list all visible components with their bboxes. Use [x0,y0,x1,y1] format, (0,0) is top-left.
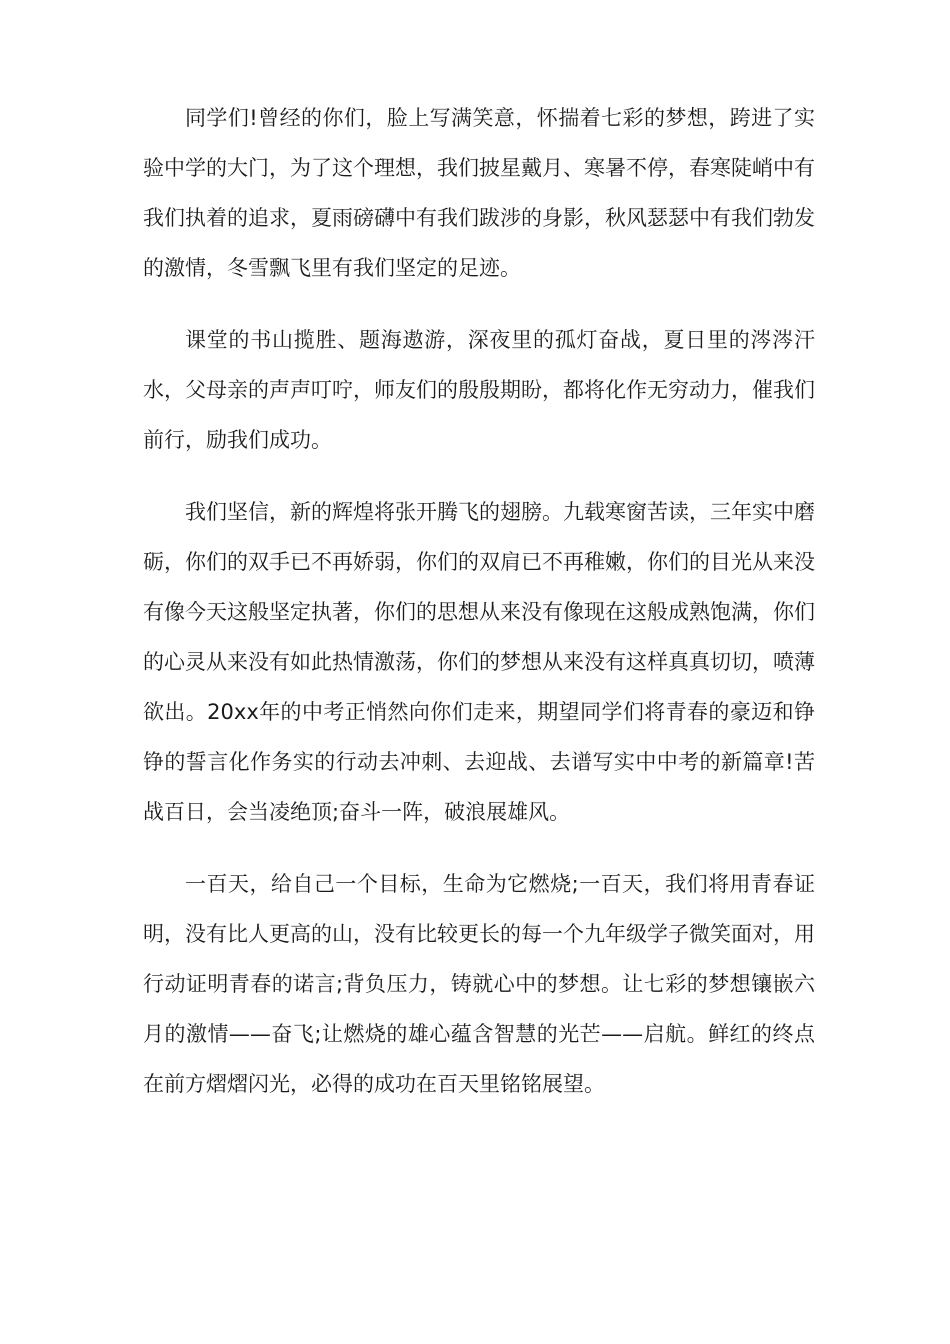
paragraph-2: 课堂的书山揽胜、题海遨游，深夜里的孤灯奋战，夏日里的涔涔汗水，父母亲的声声叮咛，师友们的殷殷期盼，都将化作无穷动力，催我们前行，励我们成功。 [143,328,815,452]
paragraph-3: 我们坚信，新的辉煌将张开腾飞的翅膀。九载寒窗苦读，三年实中磨砺，你们的双手已不再娇弱，你们的双肩已不再稚嫩，你们的目光从来没有像今天这般坚定执著，你们的思想从来没有像现在这般成熟饱满，你们的心灵从来没有如此热情激荡，你们的梦想从来没有这样真真切切，喷薄欲出。20xx年的中考正悄然向你们走来，期望同学们将青春的豪迈和铮铮的誓言化作务实的行动去冲刺、去迎战、去谱写实中中考的新篇章!苦战百日，会当凌绝顶;奋斗一阵，破浪展雄风。 [143,500,815,824]
document-body [143,93,815,1109]
paragraph-1: 同学们!曾经的你们，脸上写满笑意，怀揣着七彩的梦想，跨进了实验中学的大门，为了这个理想，我们披星戴月、寒暑不停，春寒陡峭中有我们执着的追求，夏雨磅礴中有我们跋涉的身影，秋风瑟瑟中有我们勃发的激情，冬雪飘飞里有我们坚定的足迹。 [143,106,815,280]
paragraph-4: 一百天，给自己一个目标，生命为它燃烧;一百天，我们将用青春证明，没有比人更高的山，没有比较更长的每一个九年级学子微笑面对，用行动证明青春的诺言;背负压力，铸就心中的梦想。让七彩的梦想镶嵌六月的激情——奋飞;让燃烧的雄心蕴含智慧的光芒——启航。鲜红的终点在前方熠熠闪光，必得的成功在百天里铭铭展望。 [143,872,815,1096]
